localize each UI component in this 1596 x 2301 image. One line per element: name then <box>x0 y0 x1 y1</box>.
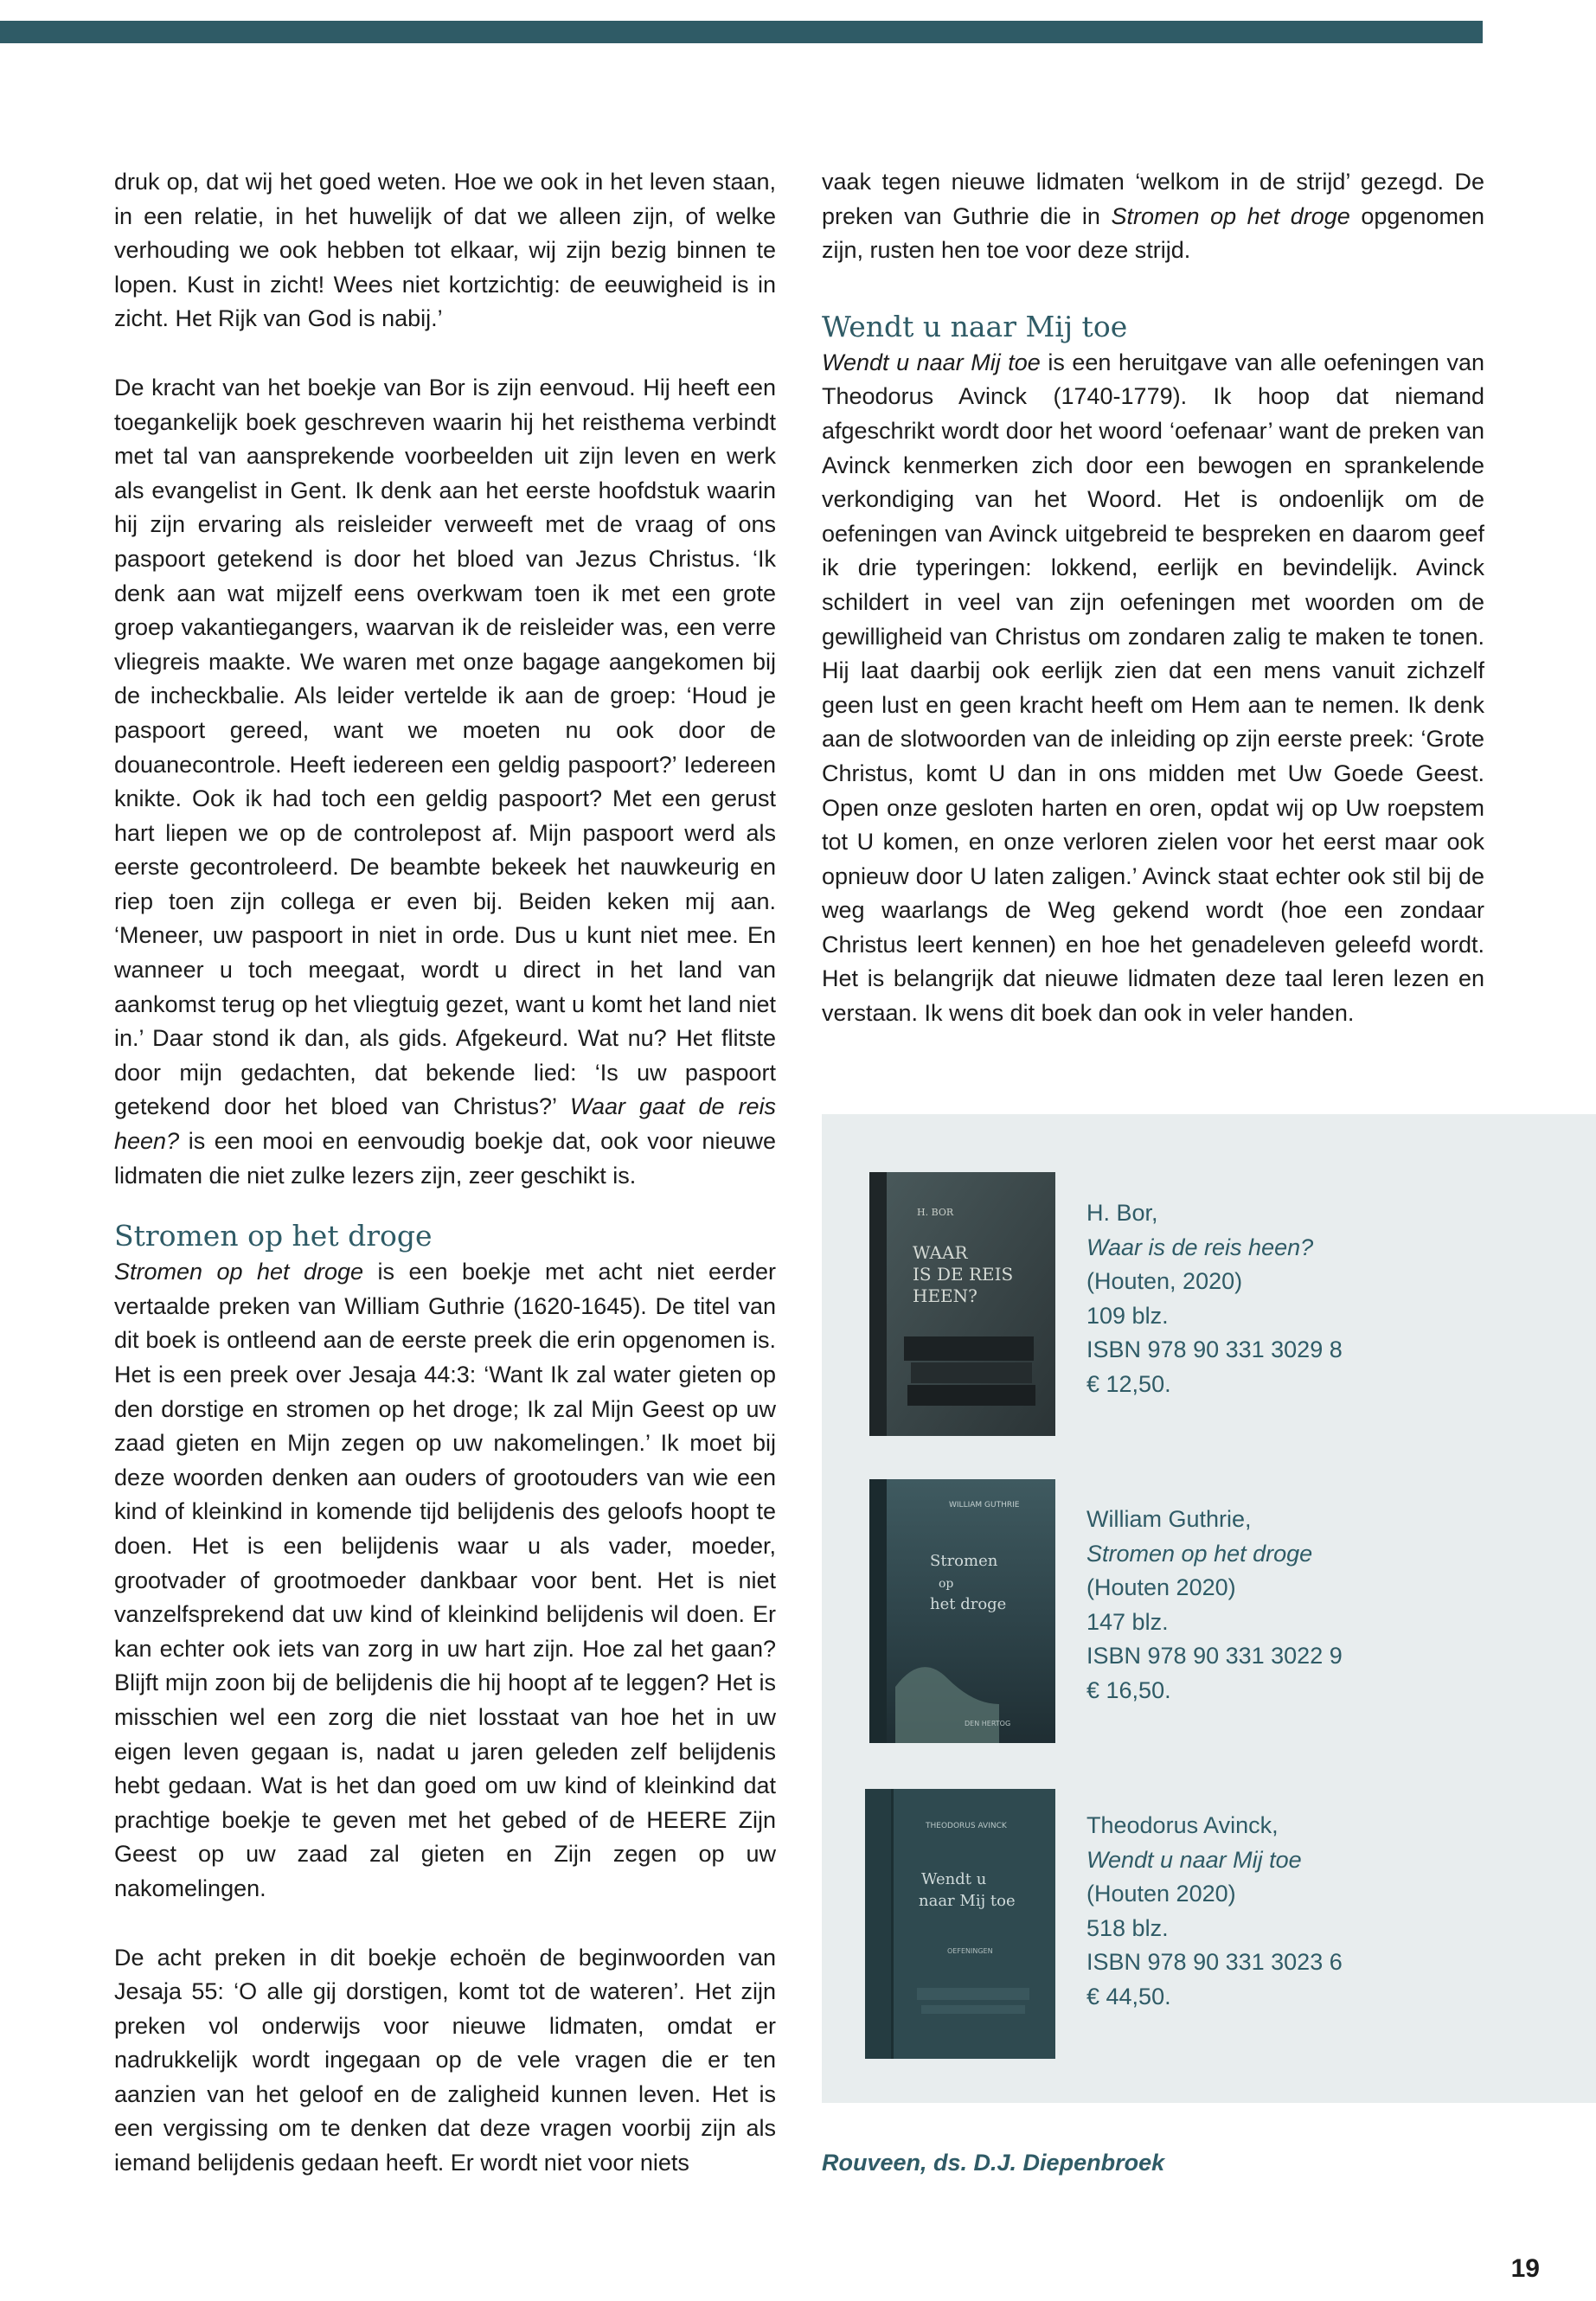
book-pages: 147 blz. <box>1086 1608 1169 1635</box>
book-pages: 518 blz. <box>1086 1914 1169 1941</box>
paragraph: vaak tegen nieuwe lidmaten ‘welkom in de strijd’ gezegd. De preken van Guthrie die in Stromen op het droge opgenomen zijn, rusten hen toe voor deze strijd. <box>822 169 1484 264</box>
svg-text:THEODORUS AVINCK: THEODORUS AVINCK <box>926 1822 1007 1830</box>
book-cover-waar-is-de-reis-heen <box>869 1172 1055 1436</box>
left-column <box>114 165 776 2181</box>
section-heading: Wendt u naar Mij toe <box>822 309 1128 343</box>
book-publisher: (Houten 2020) <box>1086 1881 1236 1907</box>
book-price: € 44,50. <box>1086 1983 1171 2009</box>
book-publisher: (Houten, 2020) <box>1086 1268 1243 1295</box>
book-author: Theodorus Avinck, <box>1086 1812 1279 1838</box>
section-heading: Stromen op het droge <box>114 1219 433 1253</box>
paragraph: De acht preken in dit boekje echoën de beginwoorden van Jesaja 55: ‘O alle gij dorstigen, komt tot de wateren’. Het zijn preken vol onderwijs voor nieuwe lidmaten, omdat er nadrukkelijk wordt ingegaan op de vele vragen die er ten aanzien van het geloof en de zaligheid kunnen leven. Het is een vergissing om te denken dat deze vragen voorbij zijn als iemand belijdenis gedaan heeft. Er wordt niet voor niets <box>114 1944 776 2176</box>
book-cover-image <box>865 1789 1055 2059</box>
svg-text:OEFENINGEN: OEFENINGEN <box>947 1947 993 1955</box>
book-title: Stromen op het droge <box>1086 1540 1313 1567</box>
book-publisher: (Houten 2020) <box>1086 1574 1236 1601</box>
svg-text:Stromen: Stromen <box>930 1552 998 1570</box>
book-details-3 <box>1086 1809 1343 2015</box>
svg-text:het droge: het droge <box>930 1595 1007 1613</box>
book-price: € 16,50. <box>1086 1676 1171 1703</box>
svg-text:naar Mij toe: naar Mij toe <box>919 1892 1016 1910</box>
book-price: € 12,50. <box>1086 1370 1171 1397</box>
svg-text:IS DE REIS: IS DE REIS <box>913 1264 1014 1285</box>
paragraph: Wendt u naar Mij toe is een heruitgave van alle oefeningen van Theodorus Avinck (1740-1779). Ik hoop dat niemand afgeschrikt wordt door het woord ‘oefenaar’ want de preken van Avinck kenmerken zich door een bewogen en sprankelende verkondiging van het Woord. Het is ondoenlijk om de oefeningen van Avinck uitgebreid te bespreken en daarom geef ik drie typeringen: lokkend, eerlijk en bevindelijk. Avinck schildert in veel van zijn oefeningen met woorden om de gewilligheid van Christus om zondaren zalig te maken te tonen. Hij laat daarbij ook eerlijk zien dat een mens vanuit zichzelf geen lust en geen kracht heeft om Hem aan te nemen. Ik denk aan de slotwoorden van de inleiding op zijn eerste preek: ‘Grote Christus, komt U dan in ons midden met Uw Goede Geest. Open onze gesloten harten en oren, opdat wij op Uw roepstem tot U komen, en onze verloren zielen voor het eerst maar ook opnieuw door U laten zaligen.’ Avinck staat echter ook stil bij de weg waarlangs de Weg gekend wordt (hoe een zondaar Christus leert kennen) en hoe het genadeleven geleefd wordt. Het is belangrijk dat nieuwe lidmaten deze taal leren lezen en verstaan. Ik wens dit boek dan ook in veler handen. <box>822 349 1484 1027</box>
book-isbn: ISBN 978 90 331 3023 6 <box>1086 1949 1343 1976</box>
author-signature: Rouveen, ds. D.J. Diepenbroek <box>822 2150 1165 2176</box>
book-author: H. Bor, <box>1086 1200 1158 1226</box>
svg-text:op: op <box>939 1577 954 1591</box>
book-cover-image <box>869 1172 1055 1436</box>
book-author: William Guthrie, <box>1086 1506 1252 1532</box>
svg-text:HEEN?: HEEN? <box>913 1285 977 1306</box>
svg-text:WILLIAM GUTHRIE: WILLIAM GUTHRIE <box>949 1501 1020 1509</box>
book-title: Waar is de reis heen? <box>1086 1234 1314 1260</box>
book-cover-stromen-op-het-droge <box>869 1479 1055 1743</box>
book-cover-image <box>869 1479 1055 1743</box>
book-isbn: ISBN 978 90 331 3029 8 <box>1086 1336 1343 1363</box>
svg-text:WAAR: WAAR <box>913 1242 968 1263</box>
book-isbn: ISBN 978 90 331 3022 9 <box>1086 1643 1343 1670</box>
page-number: 19 <box>1510 2254 1540 2283</box>
paragraph: Stromen op het droge is een boekje met acht niet eerder vertaalde preken van William Guthrie (1620-1645). De titel van dit boek is ontleend aan de eerste preek die erin opgenomen is. Het is een preek over Jesaja 44:3: ‘Want Ik zal water gieten op den dorstige en stromen op het droge; Ik zal Mijn Geest op uw zaad gieten en Mijn zegen op uw nakomelingen.’ Ik moet bij deze woorden denken aan ouders of grootouders van wie een kind of kleinkind in komende tijd belijdenis des geloofs hoopt te doen. Het is een belijdenis waar u als vader, moeder, grootvader of grootmoeder dankbaar voor bent. Het is niet vanzelfsprekend dat uw kind of kleinkind belijdenis wil doen. Er kan echter ook iets van zorg in uw hart zijn. Hoe zal het gaan? Blijft mijn zoon bij de belijdenis die hij hoopt af te leggen? Het is misschien wel een zorg die niet losstaat van hoe het in uw eigen leven gegaan is, nadat u jaren geleden zelf belijdenis hebt gedaan. Wat is het dan goed om uw kind of kleinkind dat prachtige boekje te geven met het gebed of de HEERE Zijn Geest op uw zaad zal gieten en Zijn zegen op uw nakomelingen. <box>114 1259 776 1901</box>
book-details-2 <box>1086 1503 1343 1708</box>
book-title: Wendt u naar Mij toe <box>1086 1846 1302 1873</box>
paragraph: De kracht van het boekje van Bor is zijn eenvoud. Hij heeft een toegankelijk boek geschreven waarin hij het reisthema verbindt met tal van aansprekende voorbeelden uit zijn leven en werk als evangelist in Gent. Ik denk aan het eerste hoofdstuk waarin hij zijn ervaring als reisleider verweeft met de vraag of ons paspoort getekend is door het bloed van Jezus Christus. ‘Ik denk aan wat mijzelf eens overkwam toen ik met een grote groep vakantiegangers, waarvan ik de reisleider was, een verre vliegreis maakte. We waren met onze bagage aangekomen bij de incheckbalie. Als leider vertelde ik aan de groep: ‘Houd je paspoort gereed, want we moeten nu ook door de douanecontrole. Heeft iedereen een geldig paspoort?’ Iedereen knikte. Ook ik had toch een geldig paspoort? Met een gerust hart liepen we op de controlepost af. Mijn paspoort werd als eerste gecontroleerd. De beambte bekeek het nauwkeurig en riep toen zijn collega er even bij. Beiden keken mij aan. ‘Meneer, uw paspoort in niet in orde. Dus u kunt niet mee. En wanneer u toch meegaat, wordt u direct in het land van aankomst terug op het vliegtuig gezet, want u komt het land niet in.’ Daar stond ik dan, als gids. Afgekeurd. Wat nu? Het flitste door mijn gedachten, dat bekende lied: ‘Is uw paspoort getekend door het bloed van Christus?’ Waar gaat de reis heen? is een mooi en eenvoudig boekje dat, ook voor nieuwe lidmaten die niet zulke lezers zijn, zeer geschikt is. <box>114 374 776 1189</box>
book-pages: 109 blz. <box>1086 1302 1169 1329</box>
svg-text:Wendt u: Wendt u <box>921 1870 987 1888</box>
book-cover-wendt-u-naar-mij-toe <box>865 1789 1055 2059</box>
svg-text:DEN HERTOG: DEN HERTOG <box>965 1720 1011 1727</box>
paragraph: druk op, dat wij het goed weten. Hoe we ook in het leven staan, in een relatie, in het huwelijk of dat we alleen zijn, of welke verhouding we ook hebben tot elkaar, wij zijn bezig binnen te lopen. Kust in zicht! Wees niet kortzichtig: de eeuwigheid is in zicht. Het Rijk van God is nabij.’ <box>114 169 776 332</box>
header-color-bar <box>0 21 1483 43</box>
right-column <box>822 165 1484 1031</box>
book-details-1 <box>1086 1196 1343 1402</box>
svg-text:H. BOR: H. BOR <box>917 1207 954 1218</box>
